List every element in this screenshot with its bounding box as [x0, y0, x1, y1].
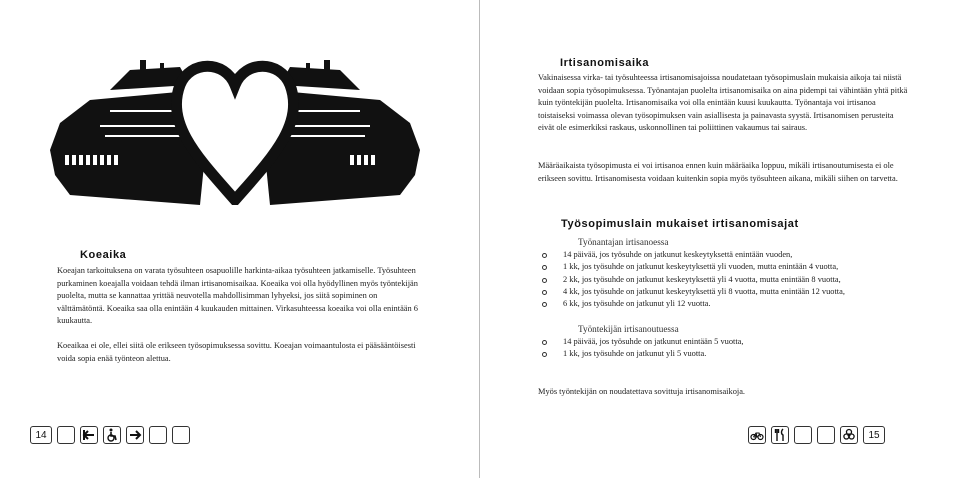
- cutlery-icon: [771, 426, 789, 444]
- empty-box-icon: [794, 426, 812, 444]
- exit-arrow-icon: [80, 426, 98, 444]
- left-footer: [30, 425, 190, 445]
- bicycle-icon: [748, 426, 766, 444]
- employee-subheading: Työntekijän irtisanoutuessa: [578, 324, 679, 334]
- employee-list: [538, 336, 918, 361]
- employer-list: [538, 249, 918, 310]
- list-item: 14 päivää, jos työsuhde on jatkunut keskeytyksettä enintään vuoden,: [538, 249, 918, 261]
- ferry-heart-illustration: [50, 55, 420, 205]
- koeaika-heading: Koeaika: [80, 249, 127, 261]
- employer-subheading: Työnantajan irtisanoessa: [578, 237, 669, 247]
- empty-box-icon: [57, 426, 75, 444]
- list-item: 1 kk, jos työsuhde on jatkunut yli 5 vuotta.: [538, 348, 918, 360]
- arrow-right-icon: [126, 426, 144, 444]
- irtisanomisaika-paragraph-1: Vakinaisessa virka- tai työsuhteessa irtisanomisajoissa noudatetaan työsopimuslain mukaisia aikoja tai niistä voidaan sopia työsopimuksessa. Työnantajan puolelta irtisanomisaika on aina pidempi tai vähintään yhtä pitkä kuin työntekijän puolelta. Irtisanomisaika voi olla enintään kuusi kuukautta. Työnantaja voi irtisanoa toistaiseksi voimassa olevan työsopimuksen vain asiallisesta ja painavasta syystä. Irtisanomisen perusteita eivät ole esimerkiksi raskaus, uskonnollinen tai poliittinen vakaumus tai sairaus.: [538, 73, 908, 132]
- irtisanomisaika-heading: Irtisanomisaika: [560, 57, 650, 69]
- koeaika-paragraph-1: Koeajan tarkoituksena on varata työsuhteen osapuolille harkinta-aikaa työsuhteen jatkamiselle. Työsuhteen purkaminen koeajalla voidaan tehdä ilman irtisanomisaikaa. Koeaika voi olla hyödyllinen myös työntekijän puolelta, mutta se kannattaa yrittää neuvotella mahdollisimman lyhyeksi, jos siitä sopiminen on välttämätöntä. Koeaika saa olla enintään 4 kuukauden mittainen. Virkasuhteessa koeaika voi olla enintään 6 kuukautta.: [57, 266, 418, 325]
- biohazard-icon: [840, 426, 858, 444]
- right-footer: [748, 425, 885, 445]
- empty-box-icon: [172, 426, 190, 444]
- tyosopimuslaki-heading: Työsopimuslain mukaiset irtisanomisajat: [561, 218, 799, 230]
- list-item: 4 kk, jos työsuhde on jatkunut keskeytyksettä yli 8 vuotta, mutta enintään 12 vuotta,: [538, 286, 918, 298]
- empty-box-icon: [149, 426, 167, 444]
- list-item: 14 päivää, jos työsuhde on jatkunut enintään 5 vuotta,: [538, 336, 918, 348]
- empty-box-icon: [817, 426, 835, 444]
- wheelchair-icon: [103, 426, 121, 444]
- list-item: 2 kk, jos työsuhde on jatkunut keskeytyksettä yli 4 vuotta, mutta enintään 8 vuotta,: [538, 274, 918, 286]
- page-number-left: 14: [30, 426, 52, 444]
- page-number-right: 15: [863, 426, 885, 444]
- final-note: Myös työntekijän on noudatettava sovittuja irtisanomisaikoja.: [538, 387, 746, 396]
- list-item: 6 kk, jos työsuhde on jatkunut yli 12 vuotta.: [538, 298, 918, 310]
- left-page: [0, 0, 479, 478]
- koeaika-paragraph-2: Koeaikaa ei ole, ellei siitä ole erikseen työsopimuksessa sovittu. Koeajan voimaantulosta ei pääsääntöisesti voida sopia enää työnteon alettua.: [57, 341, 416, 363]
- list-item: 1 kk, jos työsuhde on jatkunut keskeytyksettä yli vuoden, mutta enintään 4 vuotta,: [538, 261, 918, 273]
- irtisanomisaika-paragraph-2: Määräaikaista työsopimusta ei voi irtisanoa ennen kuin määräaika loppuu, mikäli irtisanoutumisesta ei ole erikseen sovittu. Irtisanomisesta voidaan kuitenkin sopia myös työsuhteen aikana, mikäli siihen on tarvetta.: [538, 161, 898, 183]
